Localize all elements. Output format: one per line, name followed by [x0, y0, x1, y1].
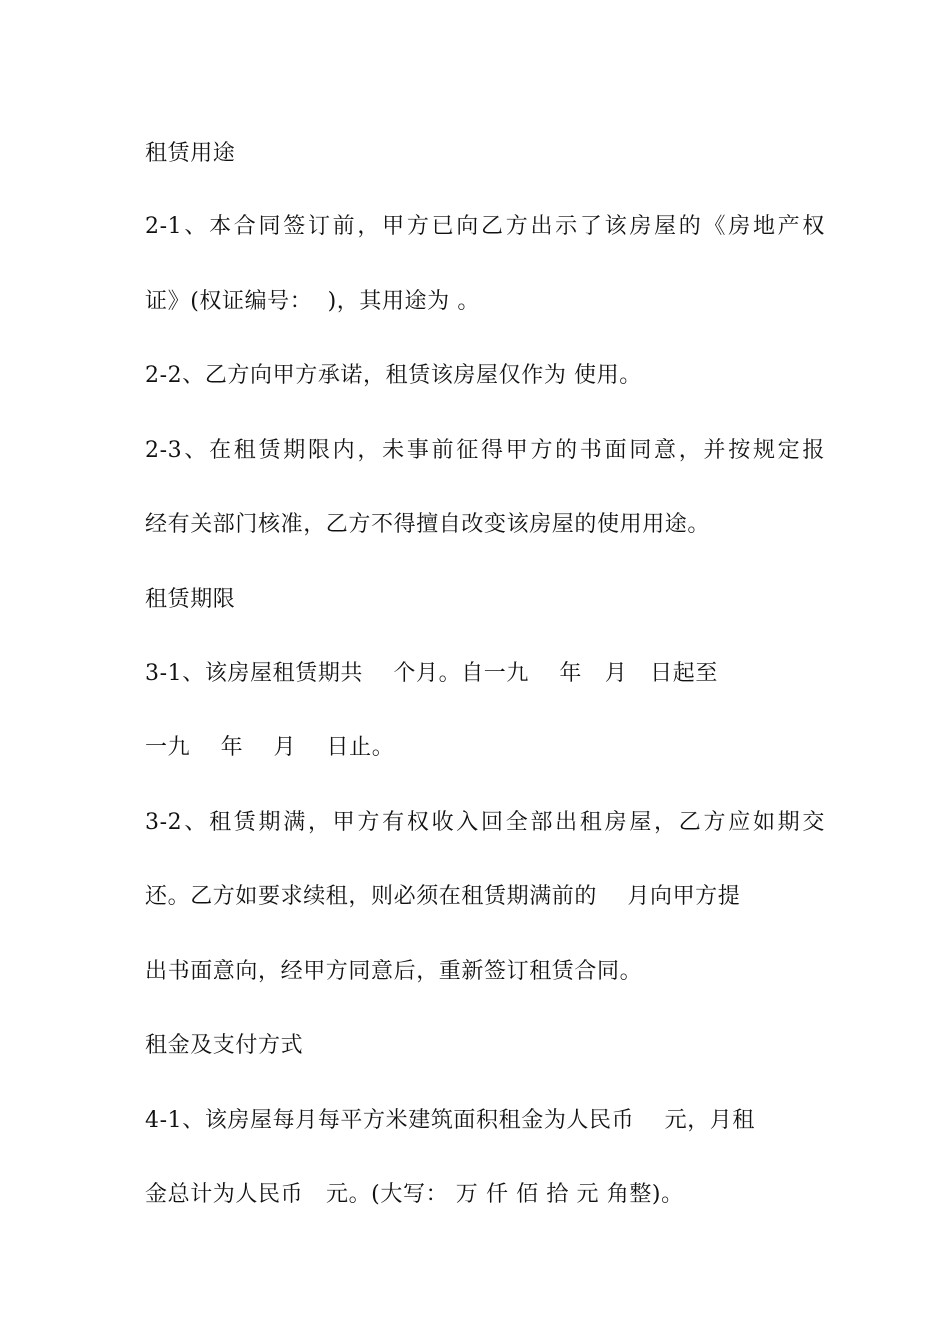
- clause-2-3-line-2: 经有关部门核准，乙方不得擅自改变该房屋的使用用途。: [145, 512, 711, 537]
- clause-2-1-line-2: 证》(权证编号： )，其用途为 。: [145, 289, 480, 314]
- clause-3-2-line-3: 出书面意向，经甲方同意后，重新签订租赁合同。: [145, 959, 643, 984]
- clause-3-2-line-2: 还。乙方如要求续租，则必须在租赁期满前的 月向甲方提: [145, 884, 741, 909]
- section-heading-lease-purpose: 租赁用途: [145, 141, 236, 166]
- section-heading-lease-term: 租赁期限: [145, 587, 236, 612]
- clause-4-1-line-1: 4-1、该房屋每月每平方米建筑面积租金为人民币 元，月租: [145, 1108, 756, 1133]
- clause-2-3-line-1: 2-3、在租赁期限内，未事前征得甲方的书面同意，并按规定报: [145, 438, 825, 463]
- clause-4-1-line-2: 金总计为人民币 元。(大写： 万 仟 佰 拾 元 角整)。: [145, 1182, 684, 1207]
- clause-3-1-line-1: 3-1、该房屋租赁期共 个月。自一九 年 月 日起至: [145, 661, 718, 686]
- clause-3-1-line-2: 一九 年 月 日止。: [145, 735, 395, 760]
- section-heading-rent-payment: 租金及支付方式: [145, 1033, 304, 1058]
- clause-2-1-line-1: 2-1、本合同签订前，甲方已向乙方出示了该房屋的《房地产权: [145, 214, 825, 239]
- clause-2-2: 2-2、乙方向甲方承诺，租赁该房屋仅作为 使用。: [145, 363, 642, 388]
- clause-3-2-line-1: 3-2、租赁期满，甲方有权收入回全部出租房屋，乙方应如期交: [145, 810, 825, 835]
